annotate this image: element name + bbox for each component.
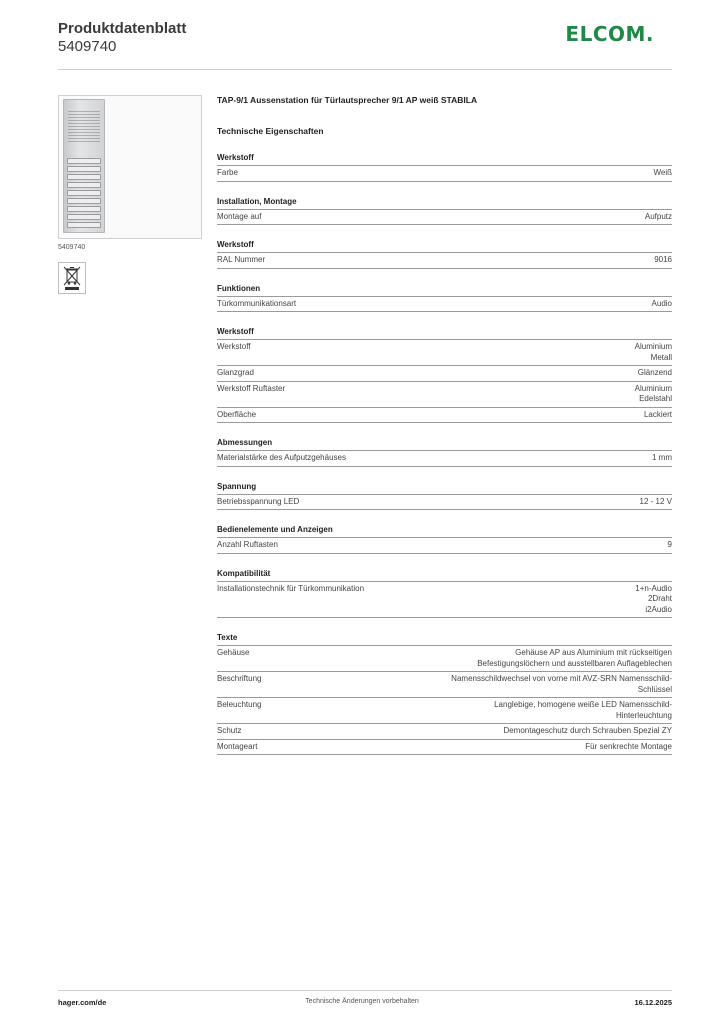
footer-divider <box>58 990 672 991</box>
spec-value <box>477 648 672 669</box>
spec-groups <box>217 153 672 755</box>
spec-label: Montage auf <box>217 211 262 221</box>
spec-row <box>217 166 672 182</box>
spec-value-line: Demontageschutz durch Schrauben Spezial ZY <box>503 726 672 735</box>
spec-value-line: Für senkrechte Montage <box>585 741 672 751</box>
spec-label: Glanzgrad <box>217 368 254 377</box>
spec-value <box>585 742 672 753</box>
spec-row <box>217 538 672 554</box>
group-heading: Funktionen <box>217 284 672 297</box>
spec-value <box>451 674 672 695</box>
spec-label: Werkstoff <box>217 342 251 351</box>
spec-value-line: Aluminium <box>634 342 672 351</box>
document-title: Produktdatenblatt <box>58 20 187 37</box>
spec-value-line: Audio <box>651 298 672 308</box>
spec-value-line: 2Draht <box>647 594 672 603</box>
group-heading: Installation, Montage <box>217 197 672 210</box>
spec-value-line: Schlüssel <box>637 684 672 694</box>
spec-label: Installationstechnik für Türkommunikation <box>217 583 365 593</box>
spec-value-line: 9 <box>667 540 672 549</box>
spec-row <box>217 451 672 467</box>
spec-label: Materialstärke des Aufputzgehäuses <box>217 453 346 462</box>
spec-value <box>635 342 672 363</box>
section-heading: Technische Eigenschaften <box>217 126 324 136</box>
spec-value-line: 12 - 12 V <box>639 496 672 506</box>
call-button-graphic <box>67 182 101 188</box>
product-spec-sheet <box>217 95 672 755</box>
spec-label: Beleuchtung <box>217 700 262 709</box>
spec-row <box>217 382 672 408</box>
spec-value-line: Weiß <box>653 168 672 177</box>
call-button-graphic <box>67 190 101 196</box>
spec-row <box>217 646 672 672</box>
spec-value-line: Befestigungslöchern und ausstellbaren Auflageblechen <box>477 658 672 668</box>
header-divider <box>58 69 672 70</box>
group-heading: Werkstoff <box>217 240 672 253</box>
spec-label: Betriebsspannung LED <box>217 496 300 506</box>
spec-row <box>217 297 672 313</box>
spec-label: Gehäuse <box>217 648 250 657</box>
spec-label: Werkstoff Ruftaster <box>217 383 286 393</box>
spec-value <box>638 368 672 379</box>
spec-value <box>652 453 672 464</box>
spec-value-line: Glänzend <box>637 368 672 377</box>
spec-value <box>503 726 672 737</box>
spec-value <box>644 410 672 421</box>
spec-value-line: Langlebige, homogene weiße LED Namensschild- <box>494 700 672 709</box>
spec-row <box>217 253 672 269</box>
spec-value <box>635 384 672 405</box>
spec-value-line: Namensschildwechsel von vorne mit AVZ-SRN Namensschild- <box>451 674 672 683</box>
spec-value-line: Aufputz <box>644 211 672 221</box>
group-heading: Kompatibilität <box>217 569 672 582</box>
spec-label: Montageart <box>217 741 258 751</box>
footer-website: hager.com/de <box>58 998 107 1007</box>
spec-value <box>635 584 672 616</box>
spec-label: RAL Nummer <box>217 255 266 264</box>
spec-value <box>494 700 672 721</box>
group-heading: Bedienelemente und Anzeigen <box>217 525 672 538</box>
spec-label: Beschriftung <box>217 674 262 683</box>
spec-value <box>654 255 672 266</box>
spec-value-line: Lackiert <box>643 409 672 419</box>
brand-logo: ELCOM. <box>565 22 654 46</box>
page-header <box>58 20 672 70</box>
weee-crossed-bin-icon <box>58 262 86 294</box>
spec-value <box>652 299 672 310</box>
footer-disclaimer: Technische Änderungen vorbehalten <box>305 998 419 1005</box>
spec-value-line: 9016 <box>654 255 672 264</box>
call-button-graphic <box>67 174 101 180</box>
spec-row <box>217 582 672 619</box>
spec-value <box>640 497 672 508</box>
spec-value-line: Aluminium <box>634 383 672 393</box>
product-title: TAP-9/1 Aussenstation für Türlautsprecher 9/1 AP weiß STABILA <box>217 95 478 105</box>
call-button-graphic <box>67 206 101 212</box>
spec-value-line: i2Audio <box>645 604 672 614</box>
group-heading: Abmessungen <box>217 438 672 451</box>
spec-label: Anzahl Ruftasten <box>217 540 278 549</box>
spec-row <box>217 408 672 424</box>
door-station-panel <box>63 99 105 233</box>
call-button-graphic <box>67 214 101 220</box>
spec-value-line: 1 mm <box>652 453 672 462</box>
spec-value <box>653 168 672 179</box>
document-number: 5409740 <box>58 38 117 55</box>
spec-label: Farbe <box>217 168 238 177</box>
spec-label: Türkommunikationsart <box>217 298 297 308</box>
spec-row <box>217 724 672 740</box>
call-button-graphic <box>67 166 101 172</box>
image-caption: 5409740 <box>58 244 86 251</box>
group-heading: Spannung <box>217 482 672 495</box>
spec-value-line: Edelstahl <box>639 394 672 403</box>
spec-row <box>217 366 672 382</box>
group-heading: Texte <box>217 633 672 646</box>
spec-value <box>645 212 672 223</box>
spec-row <box>217 672 672 698</box>
spec-row <box>217 698 672 724</box>
spec-row <box>217 340 672 366</box>
product-image <box>58 95 202 239</box>
spec-label: Schutz <box>217 726 242 735</box>
spec-value <box>668 540 672 551</box>
footer-date: 16.12.2025 <box>634 998 672 1007</box>
call-button-graphic <box>67 198 101 204</box>
spec-row <box>217 495 672 511</box>
spec-value-line: 1+n-Audio <box>635 583 672 593</box>
spec-value-line: Metall <box>650 352 672 362</box>
speaker-grill <box>68 110 100 142</box>
group-heading: Werkstoff <box>217 153 672 166</box>
spec-value-line: Hinterleuchtung <box>615 710 672 720</box>
spec-row <box>217 740 672 756</box>
spec-row <box>217 210 672 226</box>
spec-label: Oberfläche <box>217 409 257 419</box>
group-heading: Werkstoff <box>217 327 672 340</box>
call-button-graphic <box>67 222 101 228</box>
spec-value-line: Gehäuse AP aus Aluminium mit rückseitigen <box>515 648 672 657</box>
call-button-graphic <box>67 158 101 164</box>
